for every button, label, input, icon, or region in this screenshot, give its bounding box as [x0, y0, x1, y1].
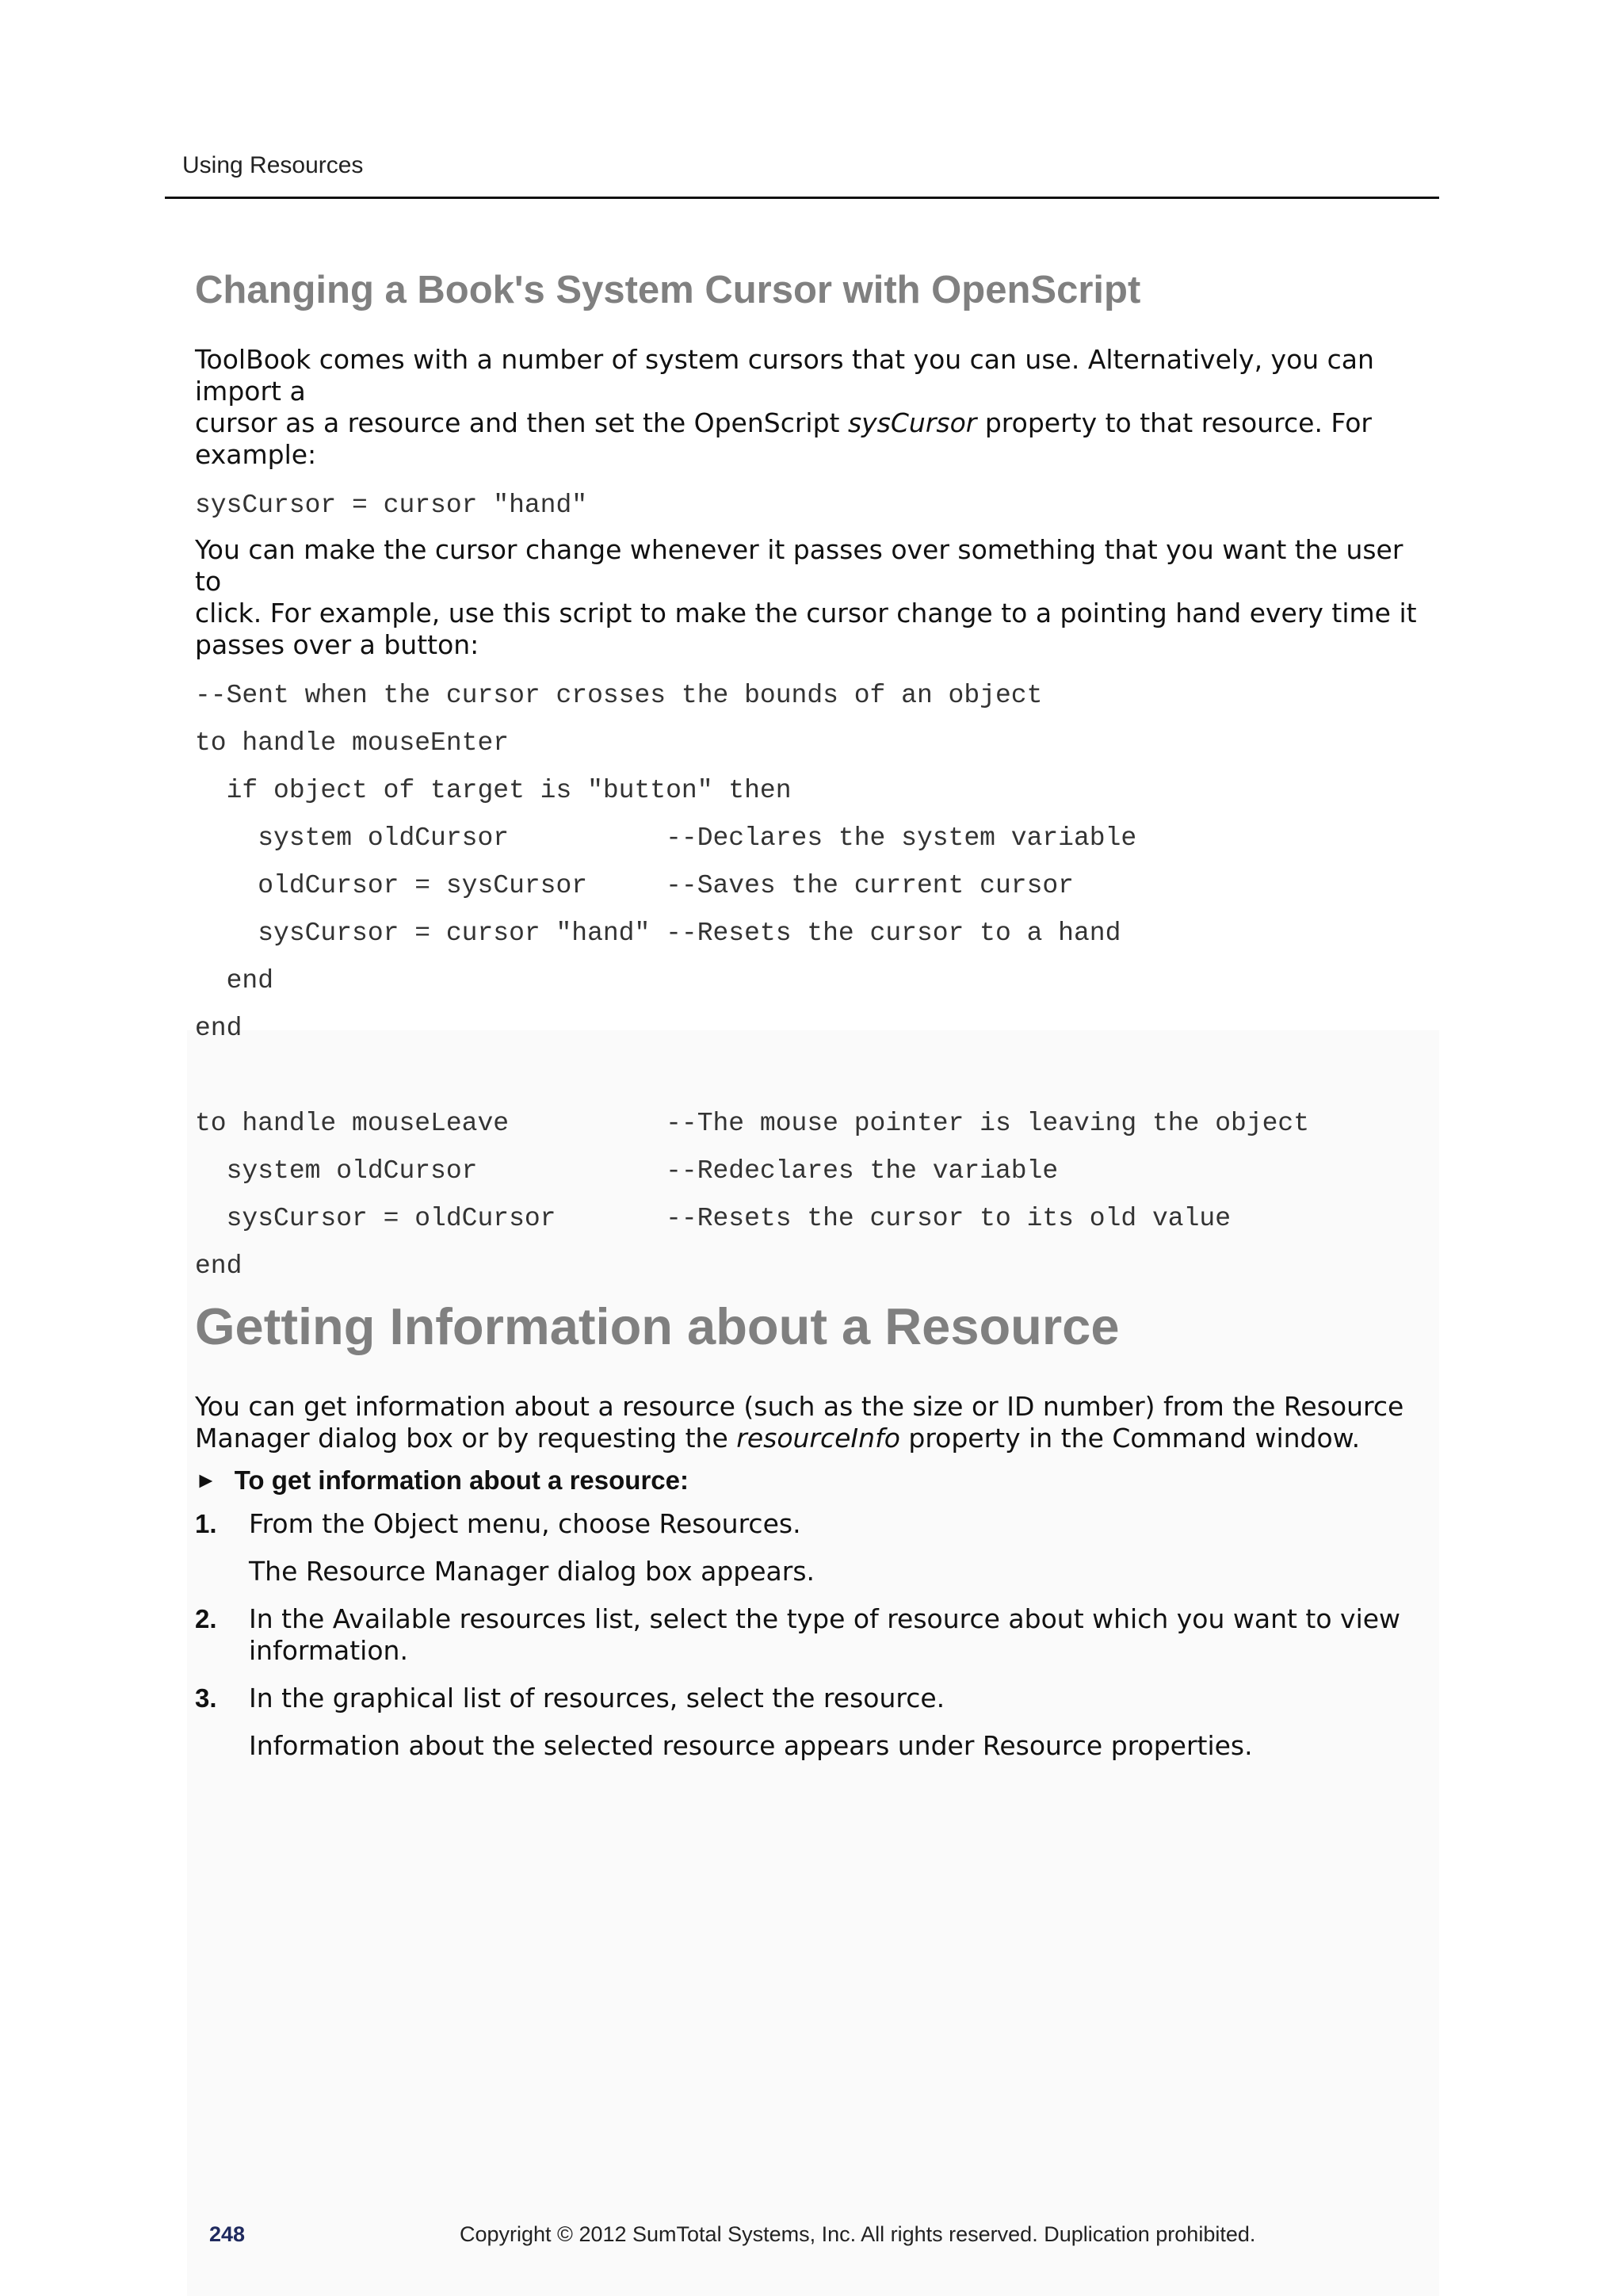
- paragraph-explanation: [195, 534, 1431, 661]
- paragraph-text: click. For example, use this script to make the cursor change to a pointing hand every time it: [195, 597, 1417, 628]
- step-text: From the Object menu, choose Resources.: [249, 1508, 801, 1540]
- step-number: 2.: [195, 1604, 217, 1634]
- paragraph-text: passes over a button:: [195, 628, 479, 660]
- step-1: [195, 1508, 1431, 1540]
- paragraph-text: example:: [195, 438, 317, 470]
- code-line: system oldCursor --Declares the system variable: [195, 823, 1137, 853]
- paragraph-intro: [195, 344, 1431, 471]
- paragraph-text: You can make the cursor change whenever it passes over something that you want the user to: [195, 533, 1403, 597]
- code-line: sysCursor = oldCursor --Resets the cursor to its old value: [195, 1203, 1232, 1233]
- property-name: sysCursor: [847, 407, 977, 438]
- paragraph-text: cursor as a resource and then set the OpenScript: [195, 407, 848, 438]
- paragraph-text: ToolBook comes with a number of system cursors that you can use. Alternatively, you can import a: [195, 343, 1374, 407]
- code-line: end: [195, 1013, 242, 1043]
- code-line: --Sent when the cursor crosses the bounds of an object: [195, 680, 1043, 710]
- code-line: sysCursor = cursor "hand" --Resets the cursor to a hand: [195, 918, 1121, 948]
- code-line: end: [195, 1251, 242, 1281]
- step-number: 1.: [195, 1509, 217, 1539]
- step-text: In the graphical list of resources, select the resource.: [249, 1683, 945, 1714]
- step-text: [249, 1603, 1431, 1667]
- code-block: [195, 672, 1431, 1290]
- section-title-info: Getting Information about a Resource: [195, 1297, 1120, 1355]
- page-number: 248: [209, 2222, 246, 2246]
- copyright-notice: Copyright © 2012 SumTotal Systems, Inc. All rights reserved. Duplication prohibited.: [460, 2222, 1256, 2246]
- paragraph-text: property to that resource. For: [976, 407, 1372, 438]
- header-rule: [165, 197, 1439, 199]
- code-line: system oldCursor --Redeclares the variable: [195, 1156, 1059, 1186]
- paragraph-info-intro: [195, 1391, 1431, 1454]
- procedure-arrow-icon: ►: [195, 1468, 217, 1493]
- procedure-title: To get information about a resource:: [234, 1465, 689, 1496]
- code-line: if object of target is "button" then: [195, 775, 792, 805]
- step-2: [195, 1603, 1431, 1667]
- running-header: Using Resources: [182, 152, 364, 178]
- paragraph-text: You can get information about a resource (such as the size or ID number) from the Resource: [195, 1391, 1404, 1423]
- step-text-line: information.: [249, 1635, 408, 1667]
- paragraph-text: Manager dialog box or by requesting the: [195, 1423, 737, 1454]
- code-line-blank: [195, 1052, 1431, 1100]
- step-number: 3.: [195, 1683, 217, 1713]
- code-line: oldCursor = sysCursor --Saves the current cursor: [195, 870, 1074, 900]
- code-line: to handle mouseLeave --The mouse pointer is leaving the object: [195, 1108, 1310, 1138]
- page-content: [195, 269, 1431, 1778]
- step-result: The Resource Manager dialog box appears.: [249, 1556, 815, 1587]
- step-3: [195, 1683, 1431, 1714]
- code-line: end: [195, 965, 274, 995]
- step-result: Information about the selected resource appears under Resource properties.: [249, 1730, 1253, 1762]
- section-title-cursor: Changing a Book's System Cursor with OpenScript: [195, 269, 1141, 311]
- property-name: resourceInfo: [736, 1423, 900, 1454]
- paragraph-text: property in the Command window.: [899, 1423, 1361, 1454]
- step-text-line: In the Available resources list, select the type of resource about which you want to view: [249, 1603, 1401, 1635]
- code-example-line: sysCursor = cursor "hand": [195, 490, 588, 520]
- code-line: to handle mouseEnter: [195, 728, 510, 758]
- procedure-heading: [195, 1465, 1431, 1496]
